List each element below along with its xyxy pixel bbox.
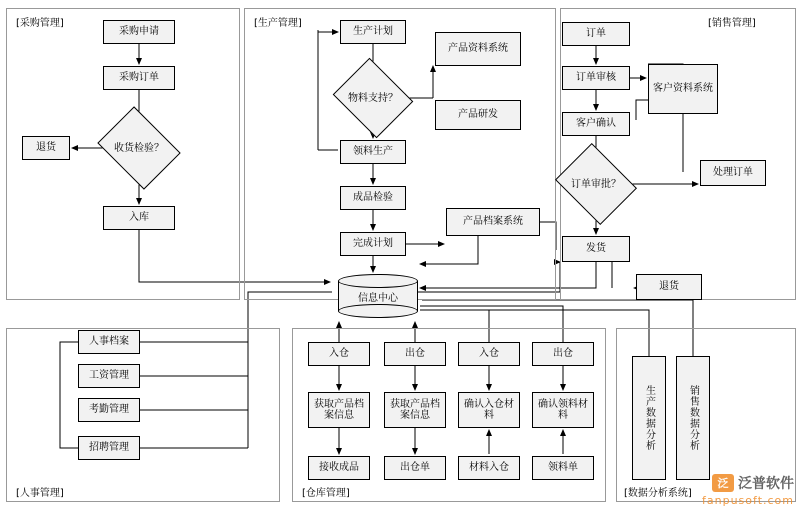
node-n_shjy[interactable] — [106, 122, 172, 174]
node-n_cldd[interactable]: 处理订单 — [700, 160, 766, 186]
group-label-purchase: [采购管理] — [14, 14, 66, 29]
node-n_th1[interactable]: 退货 — [22, 136, 70, 160]
brand-logo-icon: 泛 — [712, 474, 734, 492]
node-n_rk[interactable]: 入库 — [103, 206, 175, 230]
node-n_cpyf[interactable]: 产品研发 — [435, 100, 521, 130]
node-n_qrll[interactable]: 确认领料材料 — [532, 392, 594, 428]
node-n_hqcp1[interactable]: 获取产品档案信息 — [308, 392, 370, 428]
node-n_rc1[interactable]: 入仓 — [308, 342, 370, 366]
node-n_cc2[interactable]: 出仓 — [532, 342, 594, 366]
node-n_llsc[interactable]: 领料生产 — [340, 140, 406, 164]
node-n_wlzc[interactable] — [342, 72, 404, 124]
node-n_xxzx[interactable] — [338, 274, 418, 318]
brand-name: 泛普软件 — [738, 476, 794, 492]
node-n_cpzl[interactable]: 产品资料系统 — [435, 32, 521, 66]
node-n_khqr[interactable]: 客户确认 — [562, 112, 630, 136]
node-n_gzgl[interactable]: 工资管理 — [78, 364, 140, 388]
node-n_xssj[interactable]: 销售数据分析 — [676, 356, 710, 480]
node-n_wcjh[interactable]: 完成计划 — [340, 232, 406, 256]
node-n_ccd[interactable]: 出仓单 — [384, 456, 446, 480]
brand-domain: fanpusoft.com — [702, 494, 794, 507]
node-n_th2[interactable]: 退货 — [636, 274, 702, 300]
node-n_kqgl[interactable]: 考勤管理 — [78, 398, 140, 422]
node-n_rc2[interactable]: 入仓 — [458, 342, 520, 366]
node-n_cpjy[interactable]: 成品检验 — [340, 186, 406, 210]
group-label-warehouse: [仓库管理] — [300, 484, 352, 499]
node-n_fh[interactable]: 发货 — [562, 236, 630, 262]
node-label: 信息中心 — [358, 292, 398, 304]
node-n_lld[interactable]: 领料单 — [532, 456, 594, 480]
node-n_scjh[interactable]: 生产计划 — [340, 20, 406, 44]
node-n_scsj[interactable]: 生产数据分析 — [632, 356, 666, 480]
group-label-analysis: [数据分析系统] — [622, 484, 694, 499]
node-label: 物料支持？ — [348, 92, 398, 104]
node-n_qrrc[interactable]: 确认入仓材料 — [458, 392, 520, 428]
group-label-production: [生产管理] — [252, 14, 304, 29]
group-label-hr: [人事管理] — [14, 484, 66, 499]
node-n_khzl[interactable]: 客户资料系统 — [648, 64, 718, 114]
node-n_cgsq[interactable]: 采购申请 — [103, 20, 175, 44]
node-n_ddsp[interactable] — [564, 158, 628, 210]
group-label-sales: [销售管理] — [706, 14, 758, 29]
node-n_cgdd[interactable]: 采购订单 — [103, 66, 175, 90]
node-n_jscp[interactable]: 接收成品 — [308, 456, 370, 480]
node-n_cc1[interactable]: 出仓 — [384, 342, 446, 366]
group-hr — [6, 328, 280, 502]
node-label: 订单审批？ — [571, 178, 621, 190]
node-label: 收货检验？ — [114, 142, 164, 154]
node-n_hqcp2[interactable]: 获取产品档案信息 — [384, 392, 446, 428]
node-n_clrc[interactable]: 材料入仓 — [458, 456, 520, 480]
node-n_dd[interactable]: 订单 — [562, 22, 630, 46]
node-n_zpgl[interactable]: 招聘管理 — [78, 436, 140, 460]
node-n_rsda[interactable]: 人事档案 — [78, 330, 140, 354]
node-n_cpda[interactable]: 产品档案系统 — [446, 208, 540, 236]
node-n_ddsh[interactable]: 订单审核 — [562, 66, 630, 90]
